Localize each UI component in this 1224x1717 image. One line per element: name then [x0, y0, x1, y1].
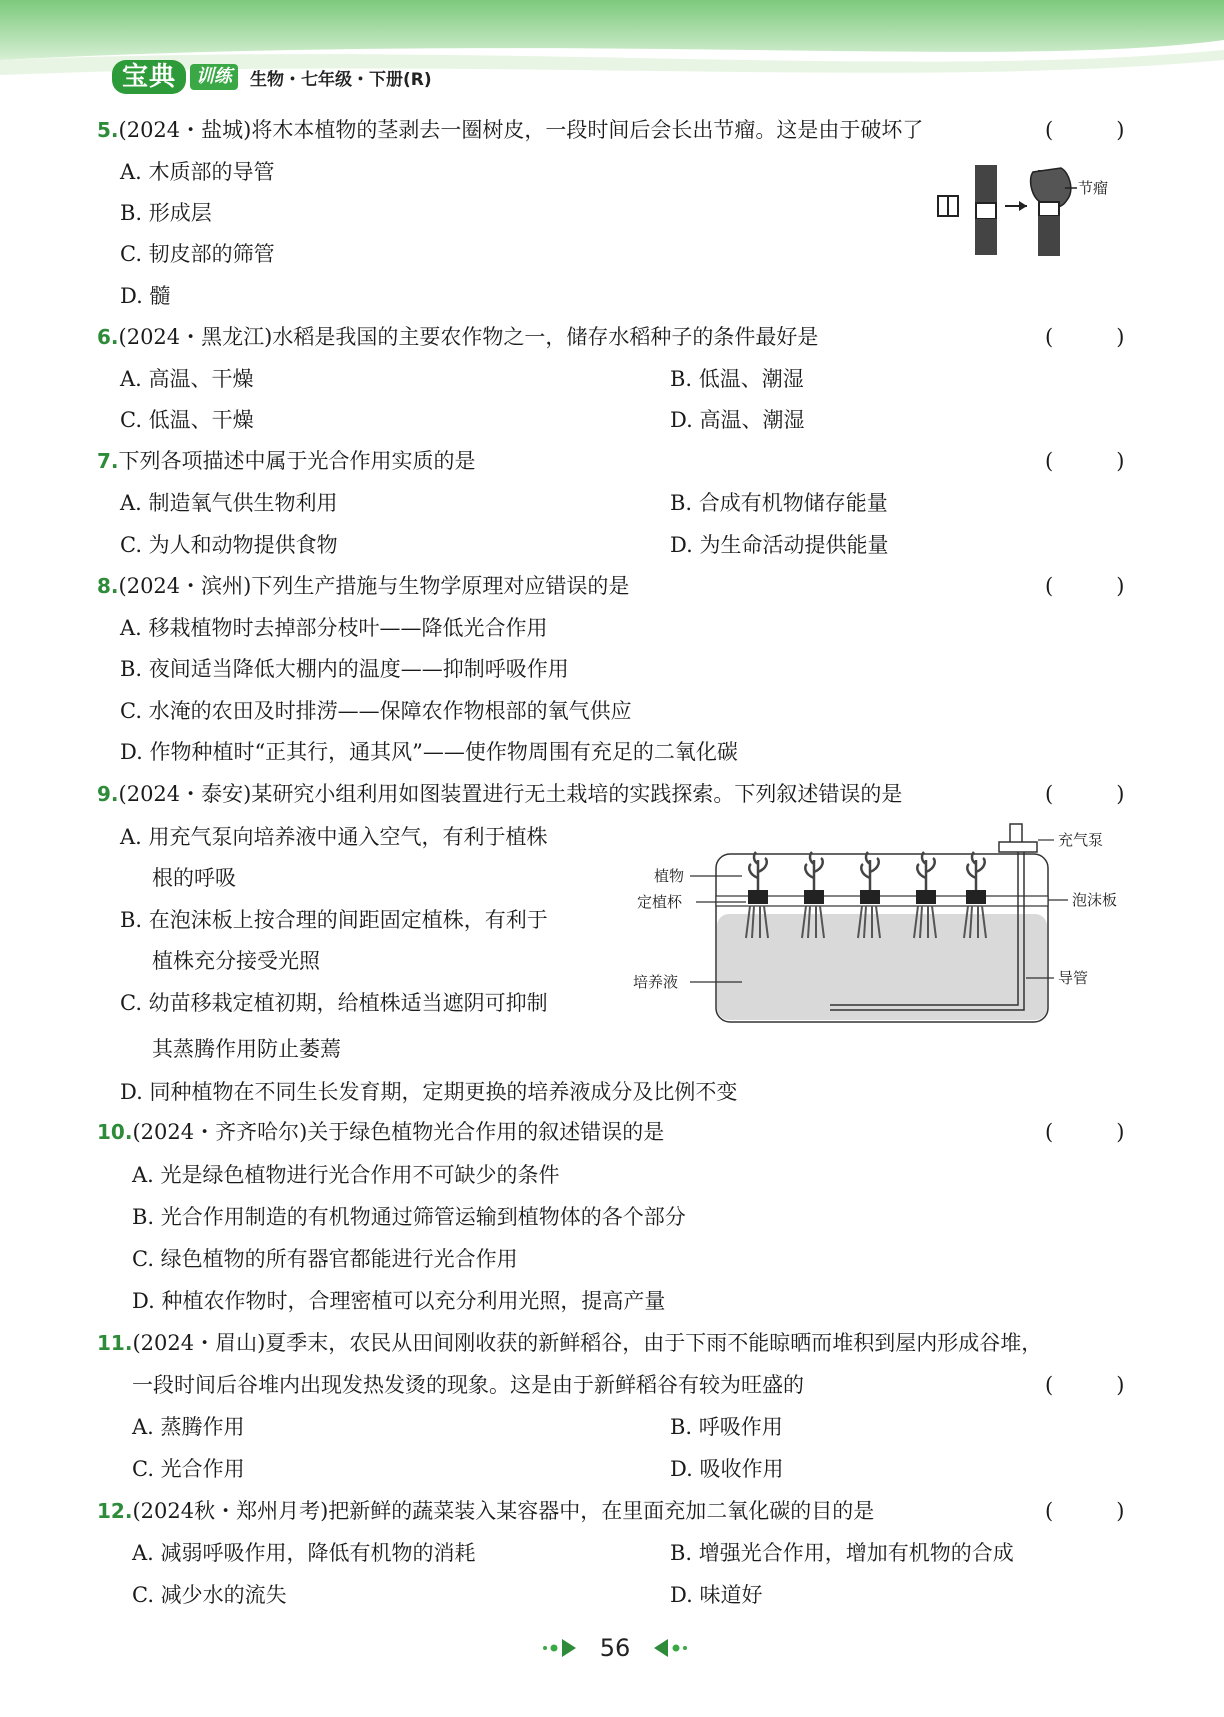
question-number: 6.: [97, 325, 119, 349]
option-a[interactable]: A. 减弱呼吸作用，降低有机物的消耗: [132, 1541, 476, 1565]
option-c[interactable]: C. 绿色植物的所有器官都能进行光合作用: [132, 1247, 518, 1271]
question-5-stem: [97, 115, 923, 145]
option-c-cont: 其蒸腾作用防止萎蔫: [152, 1037, 341, 1061]
label-liquid: 培养液: [633, 973, 679, 991]
question-number: 5.: [97, 118, 119, 142]
option-c[interactable]: C. 幼苗移栽定植初期，给植株适当遮阴可抑制: [120, 991, 548, 1015]
hydroponics-figure: [630, 820, 1150, 1030]
question-9-stem: [97, 779, 902, 809]
option-a[interactable]: A. 移栽植物时去掉部分枝叶——降低光合作用: [120, 616, 548, 640]
question-text: (2024・齐齐哈尔)关于绿色植物光合作用的叙述错误的是: [132, 1120, 665, 1144]
page-number: 56: [599, 1634, 631, 1662]
page-footer: [540, 1628, 690, 1668]
question-text: (2024・眉山)夏季末，农民从田间刚收获的新鲜稻谷，由于下雨不能晾晒而堆积到屋内形成谷堆，: [132, 1331, 1043, 1355]
option-d[interactable]: D. 种植农作物时，合理密植可以充分利用光照，提高产量: [132, 1289, 666, 1313]
label-plant: 植物: [654, 867, 685, 885]
option-d[interactable]: D. 吸收作用: [670, 1457, 784, 1481]
brand: [112, 60, 432, 94]
question-text: (2024・滨州)下列生产措施与生物学原理对应错误的是: [118, 574, 630, 598]
option-d[interactable]: D. 髓: [120, 284, 171, 308]
question-6-stem: [97, 322, 818, 352]
question-12-stem: [97, 1496, 874, 1526]
option-b[interactable]: B. 增强光合作用，增加有机物的合成: [670, 1541, 1014, 1565]
option-d[interactable]: D. 高温、潮湿: [670, 408, 805, 432]
option-a[interactable]: A. 蒸腾作用: [132, 1415, 245, 1439]
answer-bracket[interactable]: ( ): [1045, 449, 1125, 473]
answer-bracket[interactable]: ( ): [1045, 325, 1125, 349]
option-b[interactable]: B. 在泡沫板上按合理的间距固定植株，有利于: [120, 908, 548, 932]
answer-bracket[interactable]: ( ): [1045, 1373, 1125, 1397]
stem-girdling-figure: [935, 160, 1125, 260]
option-b[interactable]: B. 呼吸作用: [670, 1415, 783, 1439]
option-b-cont: 植株充分接受光照: [152, 949, 320, 973]
option-b[interactable]: B. 合成有机物储存能量: [670, 491, 888, 515]
label-foam: 泡沫板: [1072, 891, 1118, 909]
figure-label-nodule: 节瘤: [1078, 179, 1109, 197]
footer-arrows-icon: [540, 1628, 690, 1668]
option-c[interactable]: C. 水淹的农田及时排涝——保障农作物根部的氧气供应: [120, 699, 632, 723]
option-d[interactable]: D. 为生命活动提供能量: [670, 533, 889, 557]
question-text: 下列各项描述中属于光合作用实质的是: [118, 449, 476, 473]
brand-logo: 宝典: [112, 60, 186, 94]
option-a[interactable]: A. 高温、干燥: [120, 367, 254, 391]
answer-bracket[interactable]: ( ): [1045, 574, 1125, 598]
question-text: (2024秋・郑州月考)把新鲜的蔬菜装入某容器中，在里面充加二氧化碳的目的是: [132, 1499, 875, 1523]
question-number: 8.: [97, 574, 119, 598]
option-d[interactable]: D. 味道好: [670, 1583, 763, 1607]
page-header: [0, 0, 1224, 100]
answer-bracket[interactable]: ( ): [1045, 782, 1125, 806]
question-text: (2024・黑龙江)水稻是我国的主要农作物之一，储存水稻种子的条件最好是: [118, 325, 819, 349]
label-cup: 定植杯: [637, 893, 683, 911]
label-pump: 充气泵: [1058, 831, 1104, 849]
question-8-stem: [97, 571, 629, 601]
option-a[interactable]: A. 用充气泵向培养液中通入空气，有利于植株: [120, 825, 548, 849]
option-c[interactable]: C. 低温、干燥: [120, 408, 254, 432]
option-b[interactable]: B. 形成层: [120, 201, 212, 225]
answer-bracket[interactable]: ( ): [1045, 1120, 1125, 1144]
option-b[interactable]: B. 低温、潮湿: [670, 367, 804, 391]
label-tube: 导管: [1058, 969, 1089, 987]
option-c[interactable]: C. 减少水的流失: [132, 1583, 287, 1607]
brand-sub: 训练: [190, 64, 238, 90]
question-text: (2024・泰安)某研究小组利用如图装置进行无土栽培的实践探索。下列叙述错误的是: [118, 782, 903, 806]
option-c[interactable]: C. 为人和动物提供食物: [120, 533, 338, 557]
question-number: 9.: [97, 782, 119, 806]
question-number: 7.: [97, 449, 119, 473]
option-c[interactable]: C. 光合作用: [132, 1457, 245, 1481]
option-a[interactable]: A. 木质部的导管: [120, 160, 275, 184]
answer-bracket[interactable]: ( ): [1045, 118, 1125, 142]
option-d[interactable]: D. 作物种植时“正其行，通其风”——使作物周围有充足的二氧化碳: [120, 740, 738, 764]
option-a[interactable]: A. 光是绿色植物进行光合作用不可缺少的条件: [132, 1163, 560, 1187]
question-10-stem: [97, 1117, 664, 1147]
question-number: 11.: [97, 1331, 133, 1355]
option-d[interactable]: D. 同种植物在不同生长发育期，定期更换的培养液成分及比例不变: [120, 1080, 738, 1104]
course-title: 生物・七年级・下册(R): [250, 69, 432, 90]
question-11-stem: [97, 1328, 1042, 1358]
option-b[interactable]: B. 夜间适当降低大棚内的温度——抑制呼吸作用: [120, 657, 569, 681]
option-a-cont: 根的呼吸: [152, 866, 236, 890]
question-number: 12.: [97, 1499, 133, 1523]
question-11-stem-cont: 一段时间后谷堆内出现发热发烫的现象。这是由于新鲜稻谷有较为旺盛的: [132, 1373, 804, 1397]
question-7-stem: [97, 446, 476, 476]
option-a[interactable]: A. 制造氧气供生物利用: [120, 491, 338, 515]
option-c[interactable]: C. 韧皮部的筛管: [120, 242, 275, 266]
question-number: 10.: [97, 1120, 133, 1144]
answer-bracket[interactable]: ( ): [1045, 1499, 1125, 1523]
question-text: (2024・盐城)将木本植物的茎剥去一圈树皮，一段时间后会长出节瘤。这是由于破坏了: [118, 118, 924, 142]
option-b[interactable]: B. 光合作用制造的有机物通过筛管运输到植物体的各个部分: [132, 1205, 686, 1229]
